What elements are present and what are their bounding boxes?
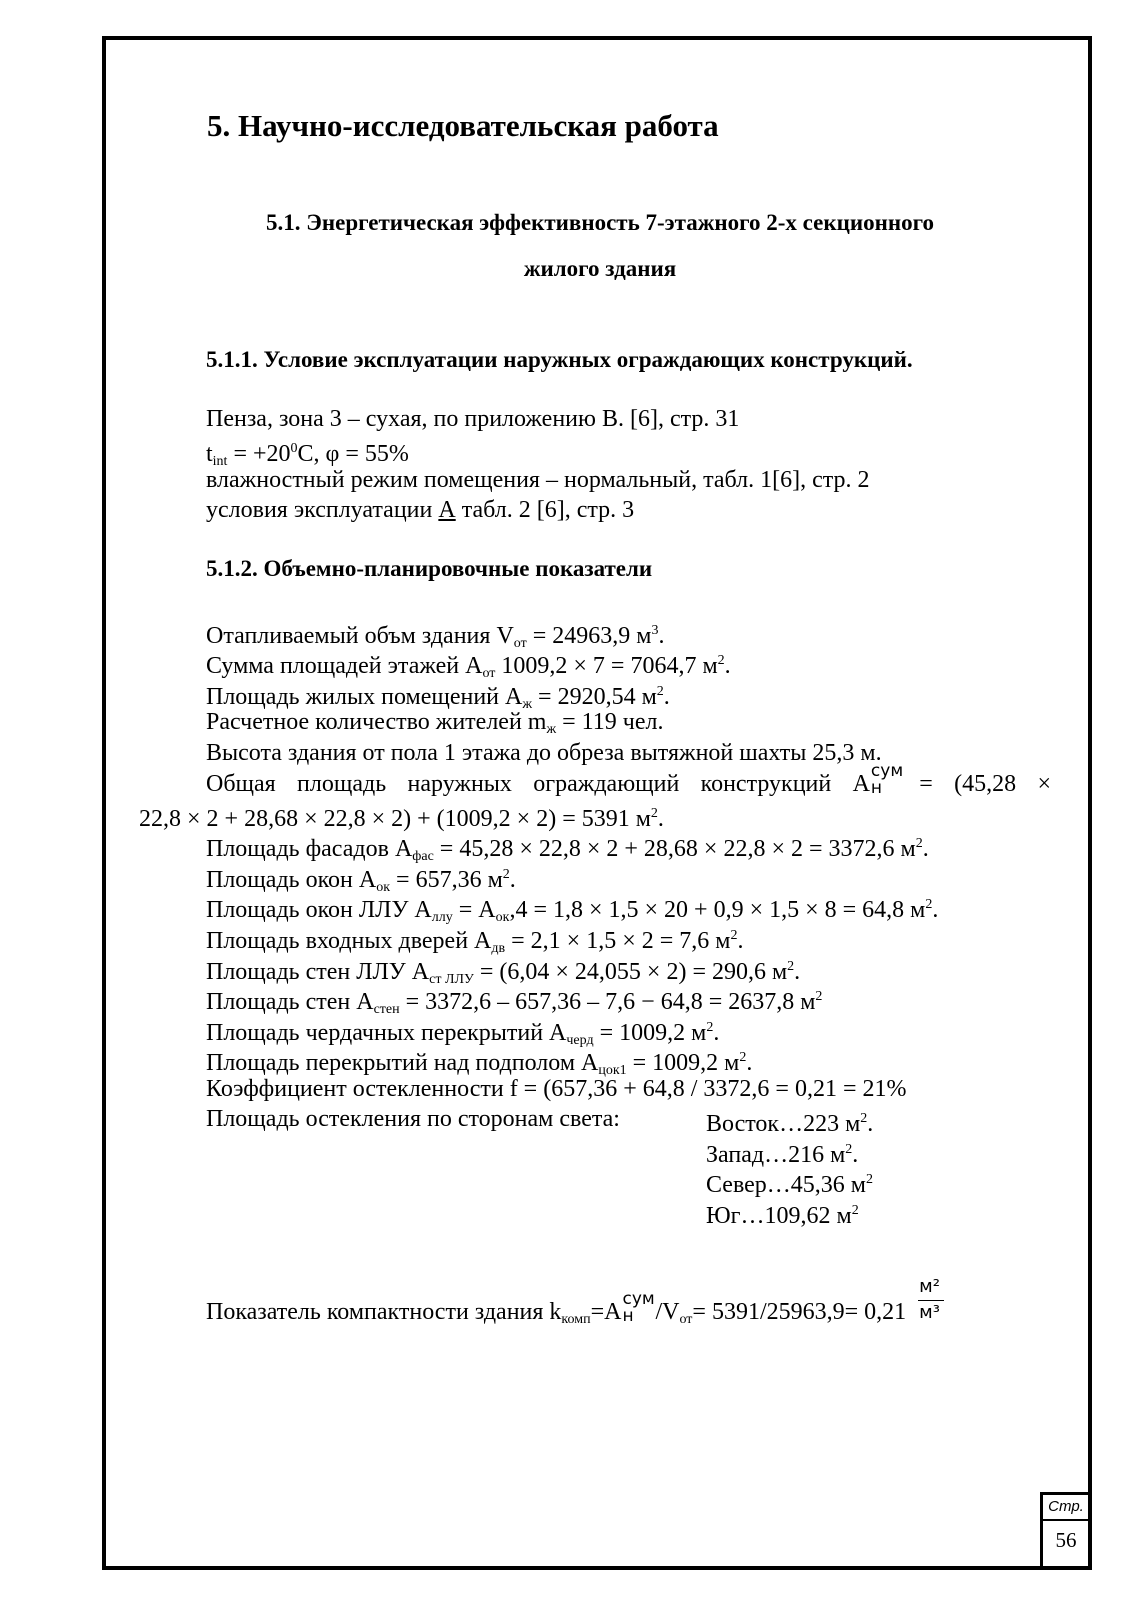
text-line: Площадь жилых помещений $А_ж = 2920,54$ $м^2$.: [206, 684, 670, 712]
compactness-line: Показатель компактности здания $k_{комп}=А$ сум н $/V_{от}= 5391/25963,9= 0,21$ $\frac{\text{м²}}{\text{м³}}$: [206, 1297, 950, 1335]
page-heading: 5. Научно-исследовательская работа: [207, 108, 719, 143]
text-line: Сумма площадей этажей $А_{от}$ 1009,2 × 7 = 7064,7 $м^2$.: [206, 653, 731, 681]
text-line: Площадь остекления по сторонам света:: [206, 1106, 620, 1132]
text-line: $t_{int} = +20^0C$, φ = 55%: [206, 441, 409, 469]
text-line: Пенза, зона 3 – сухая, по приложению В. [6], стр. 31: [206, 406, 740, 432]
section-title: 5.1. Энергетическая эффективность 7-этажного 2-х секционного: [266, 210, 934, 235]
subsection-title: 5.1.1. Условие эксплуатации наружных ограждающих конструкций.: [206, 347, 913, 372]
text-line: Площадь стен $А_{стен} = 3372,6 - 657,36 - 7,6 - 64,8 = 2637,8$ $м^2$: [206, 989, 823, 1017]
units-fraction: $\frac{\text{м²}}{\text{м³}}$: [916, 1297, 950, 1327]
text-line: Площадь окон ЛЛУ $А_{ллу} = А_{ок},4 = 1,8 \times 1,5 \times 20 + 0,9 \times 1,5 \times 8 = 64,8$ $м^2$.: [206, 897, 939, 925]
text-line: Общая площадь наружных ограждающий конструкций А сум н = (45,28 ×: [206, 761, 1052, 798]
text-line: Площадь перекрытий над подполом $А_{цок1} = 1009,2$ $м^2$.: [206, 1050, 753, 1078]
text-line: условия эксплуатации А табл. 2 [6], стр. 3: [206, 497, 635, 523]
text-line: Площадь входных дверей $А_{дв} = 2,1 \times 1,5 \times 2 = 7,6$ $м^2$.: [206, 928, 744, 956]
subsection-title: 5.1.2. Объемно-планировочные показатели: [206, 556, 653, 581]
text-line: Площадь стен ЛЛУ $А_{ст ЛЛУ} = (6,04 \times 24,055 \times 2) = 290,6$ $м^2$.: [206, 959, 801, 987]
text-line: Площадь чердачных перекрытий $А_{черд} = 1009,2$ $м^2$.: [206, 1020, 720, 1048]
text-line: Площадь окон $А_{ок} = 657,36$ $м^2$.: [206, 867, 516, 895]
glazing-east: Восток…223 $м^2$.: [706, 1111, 874, 1137]
text-line: 22,8 × 2 + 28,68 × 22,8 × 2) + (1009,2 × 2) = 5391 $м^2$.: [139, 806, 664, 832]
text-line: Коэффициент остекленности f = (657,36 + 64,8 / 3372,6 = 0,21 = 21%: [206, 1076, 907, 1102]
glazing-west: Запад…216 $м^2$.: [706, 1142, 859, 1168]
page-number: 56: [1055, 1528, 1077, 1552]
glazing-north: Север…45,36 $м^2$: [706, 1172, 873, 1198]
text-line: Расчетное количество жителей $m_ж = 119$ чел.: [206, 709, 664, 737]
text-line: Отапливаемый объм здания $V_{от} = 24963,9$ $м^3$.: [206, 623, 665, 651]
page-label: Стр.: [1043, 1495, 1089, 1521]
page-number-stamp: [1040, 1492, 1092, 1570]
text-line: влажностный режим помещения – нормальный, табл. 1[6], стр. 2: [206, 467, 870, 493]
glazing-south: Юг…109,62 $м^2$: [706, 1203, 859, 1229]
text-line: Площадь фасадов $А_{фас} = 45,28 \times 22,8 \times 2 + 28,68 \times 22,8 \times 2 = 3372,6$ $м^2$.: [206, 836, 929, 864]
section-title-cont: жилого здания: [523, 256, 677, 281]
text-line: Высота здания от пола 1 этажа до обреза вытяжной шахты 25,3 м.: [206, 740, 882, 766]
